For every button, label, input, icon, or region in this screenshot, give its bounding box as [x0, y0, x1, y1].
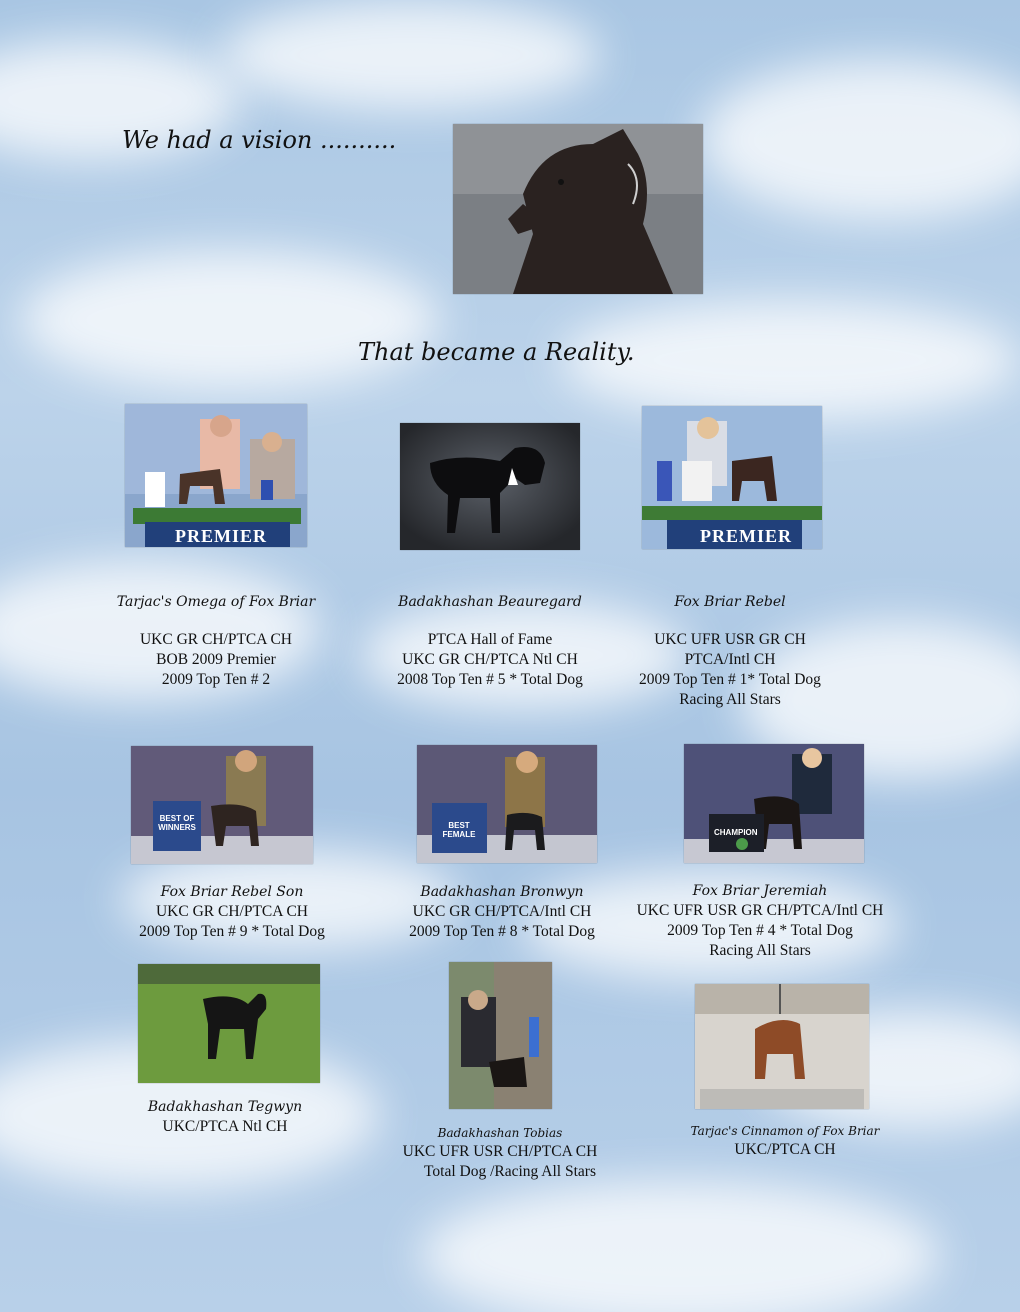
title-line: UKC/PTCA Ntl CH [162, 1118, 288, 1135]
dog-caption-cinnamon [650, 1124, 920, 1160]
title-line: UKC GR CH/PTCA CH [155, 903, 309, 920]
dog-name: Fox Briar Jeremiah [692, 883, 828, 899]
title-line: Racing All Stars [679, 691, 781, 708]
dog-name: Badakhashan Bronwyn [420, 884, 584, 900]
dog-caption-beauregard [360, 594, 620, 690]
title-line: 2009 Top Ten # 1* Total Dog [639, 671, 821, 688]
dog-name: Tarjac's Omega of Fox Briar [116, 594, 316, 610]
beauregard-photo [400, 423, 580, 550]
title-line: UKC/PTCA CH [734, 1141, 836, 1158]
dog-name: Tarjac's Cinnamon of Fox Briar [690, 1124, 880, 1138]
dog-caption-omega [86, 594, 346, 690]
omega-photo [125, 404, 307, 547]
dog-caption-tegwyn [100, 1099, 350, 1137]
vision-heading: We had a vision .......... [122, 126, 397, 154]
title-line: UKC UFR USR CH/PTCA CH [402, 1143, 598, 1160]
dog-name: Badakhashan Beauregard [398, 594, 582, 610]
reality-heading: That became a Reality. [358, 338, 635, 366]
dog-caption-bronwyn [362, 884, 642, 942]
title-line: BOB 2009 Premier [156, 651, 276, 668]
champion-sign: CHAMPION [714, 828, 758, 837]
featured-dog-photo [453, 124, 703, 294]
dog-name: Fox Briar Rebel [674, 594, 786, 610]
dog-caption-rebel-son [92, 884, 372, 942]
title-line: UKC UFR USR GR CH/PTCA/Intl CH [636, 902, 884, 919]
title-line: 2009 Top Ten # 2 [161, 671, 271, 688]
title-line: UKC UFR USR GR CH [654, 631, 806, 648]
dog-name: Badakhashan Tegwyn [147, 1099, 303, 1115]
title-line: UKC GR CH/PTCA/Intl CH [412, 903, 592, 920]
title-line: 2009 Top Ten # 9 * Total Dog [139, 923, 325, 940]
title-line: 2008 Top Ten # 5 * Total Dog [397, 671, 583, 688]
cinnamon-photo [695, 984, 869, 1109]
dog-name: Fox Briar Rebel Son [160, 884, 304, 900]
title-line: PTCA/Intl CH [684, 651, 776, 668]
title-line: PTCA Hall of Fame [427, 631, 553, 648]
title-line: UKC GR CH/PTCA CH [139, 631, 293, 648]
title-line: Racing All Stars [709, 942, 811, 959]
premier-banner: PREMIER [175, 526, 267, 546]
title-line: 2009 Top Ten # 8 * Total Dog [409, 923, 595, 940]
dog-name: Badakhashan Tobias [437, 1126, 563, 1140]
premier-banner: PREMIER [700, 526, 792, 546]
jeremiah-photo [684, 744, 864, 863]
rebel-son-photo [131, 746, 313, 864]
rebel-photo [642, 406, 822, 549]
bronwyn-photo [417, 745, 597, 863]
title-line: UKC GR CH/PTCA Ntl CH [402, 651, 578, 668]
best-of-winners-sign: BEST OF WINNERS [158, 814, 196, 832]
title-line: Total Dog /Racing All Stars [424, 1163, 596, 1180]
best-female-sign: BEST FEMALE [442, 821, 476, 839]
title-line: 2009 Top Ten # 4 * Total Dog [667, 922, 853, 939]
dog-caption-jeremiah [620, 883, 900, 961]
dog-caption-rebel [600, 594, 860, 710]
tobias-photo [449, 962, 552, 1109]
dog-caption-tobias [370, 1126, 630, 1182]
tegwyn-photo [138, 964, 320, 1083]
